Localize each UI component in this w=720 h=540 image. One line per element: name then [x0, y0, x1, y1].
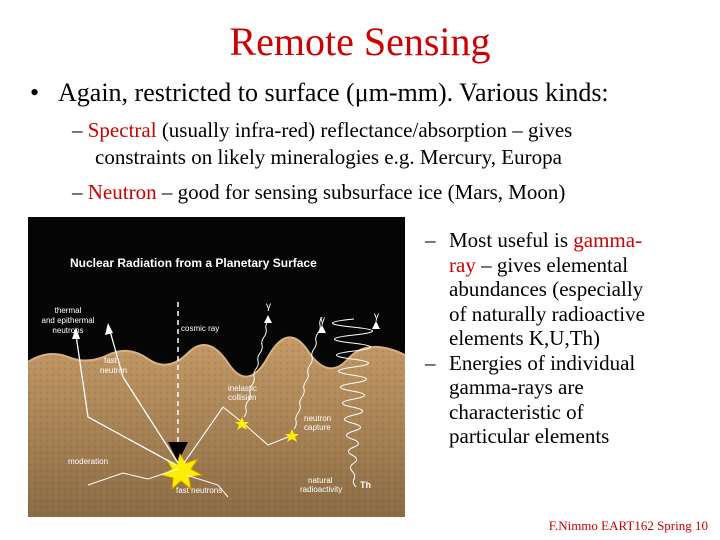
label-fast-2: neutron: [100, 366, 128, 375]
gamma-line-1: Most useful is gamma-: [449, 228, 643, 252]
nuclear-radiation-figure: [28, 217, 405, 517]
sub-bullet-spectral: [72, 118, 572, 142]
dash-marker: –: [72, 180, 88, 204]
gamma-line-3: abundances (especially: [449, 277, 644, 301]
label-inelastic-2: collision: [228, 393, 257, 402]
svg-text:and epithermal: [42, 316, 95, 325]
label-capture-2: capture: [304, 423, 331, 432]
label-inelastic-1: inelastic: [228, 384, 257, 393]
footer-credit: F.Nimmo EART162 Spring 10: [548, 518, 708, 533]
label-gamma-2: γ: [320, 315, 325, 326]
label-natural-2: radioactivity: [300, 485, 343, 494]
energies-line-3: characteristic of: [449, 399, 584, 424]
label-th: Th: [360, 480, 371, 490]
label-gamma-1: γ: [266, 301, 271, 312]
gamma-ray-item: [425, 228, 645, 351]
neutron-text: – good for sensing subsurface ice (Mars, Moon): [156, 180, 566, 204]
energies-line-1: Energies of individual: [449, 350, 636, 375]
figure-title: Nuclear Radiation from a Planetary Surface: [70, 256, 317, 270]
spectral-term: Spectral: [87, 118, 157, 142]
spectral-text: (usually infra-red) reflectance/absorption – gives: [156, 118, 573, 142]
sub-bullet-neutron: [72, 180, 565, 204]
main-bullet: [30, 78, 609, 108]
gamma-line-5: elements K,U,Th): [449, 326, 601, 350]
bullet-marker: •: [30, 78, 40, 107]
label-natural-1: natural: [308, 476, 333, 485]
label-fast-neutrons: fast neutrons: [176, 486, 223, 495]
label-cosmic-ray: cosmic ray: [181, 324, 220, 333]
label-capture-1: neutron: [304, 414, 332, 423]
label-moderation: moderation: [68, 457, 109, 466]
gamma-line-2: ray – gives elemental: [449, 252, 629, 277]
slide-title: Remote Sensing: [229, 19, 491, 64]
svg-text:neutrons: [52, 326, 83, 335]
dash-marker: –: [425, 350, 436, 375]
svg-text:thermal: [55, 306, 82, 315]
label-gamma-3: γ: [374, 311, 379, 322]
label-fast-1: fast: [104, 356, 117, 365]
dash-marker: –: [72, 118, 88, 142]
energies-line-2: gamma-rays are: [449, 375, 584, 399]
label-thermal-2: and epithermal: [41, 316, 95, 325]
right-bullets: [425, 228, 645, 449]
sub-bullet-spectral-cont: constraints on likely mineralogies e.g. Mercury, Europa: [95, 145, 562, 169]
label-thermal-3: neutrons: [52, 326, 84, 335]
energies-item: [425, 351, 645, 449]
gamma-line-4: of naturally radioactive: [449, 301, 645, 326]
main-bullet-text: Again, restricted to surface (μm-mm). Various kinds:: [58, 78, 609, 107]
energies-line-4: particular elements: [449, 424, 610, 448]
label-thermal-1: thermal: [54, 306, 82, 315]
neutron-term: Neutron: [87, 180, 157, 204]
dash-marker: –: [425, 228, 436, 252]
